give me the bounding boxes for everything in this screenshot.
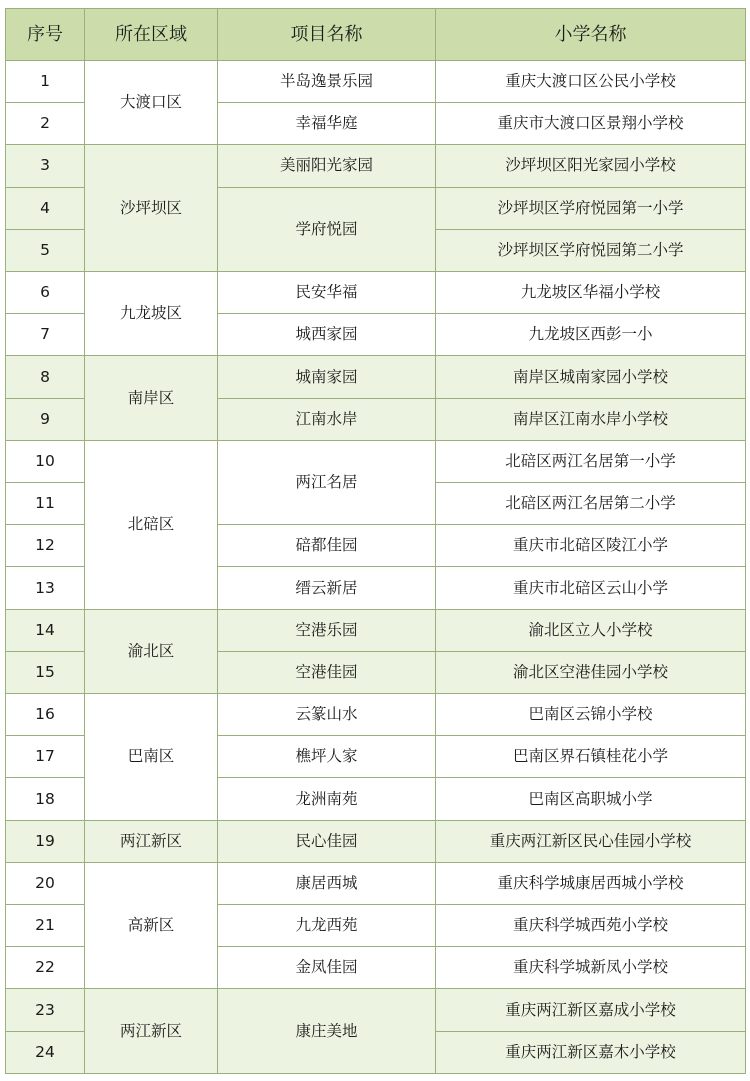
table-row: [6, 609, 746, 651]
table-row: [6, 272, 746, 314]
cell-project: 城西家园: [218, 314, 436, 356]
cell-project: 民心佳园: [218, 820, 436, 862]
cell-school: 重庆科学城西苑小学校: [436, 905, 746, 947]
cell-index: 21: [6, 905, 85, 947]
cell-index: 18: [6, 778, 85, 820]
cell-project: 幸福华庭: [218, 103, 436, 145]
cell-school: 渝北区立人小学校: [436, 609, 746, 651]
cell-project: 空港佳园: [218, 651, 436, 693]
cell-school: 重庆大渡口区公民小学校: [436, 61, 746, 103]
cell-index: 4: [6, 187, 85, 229]
cell-index: 7: [6, 314, 85, 356]
cell-school: 巴南区高职城小学: [436, 778, 746, 820]
cell-district: 北碚区: [85, 440, 218, 609]
cell-project: 两江名居: [218, 440, 436, 524]
cell-project: 康庄美地: [218, 989, 436, 1074]
cell-district: 九龙坡区: [85, 272, 218, 356]
cell-school: 重庆市大渡口区景翔小学校: [436, 103, 746, 145]
cell-index: 5: [6, 229, 85, 271]
cell-school: 九龙坡区西彭一小: [436, 314, 746, 356]
cell-index: 1: [6, 61, 85, 103]
cell-index: 15: [6, 651, 85, 693]
cell-school: 沙坪坝区学府悦园第一小学: [436, 187, 746, 229]
cell-district: 高新区: [85, 862, 218, 989]
cell-school: 重庆两江新区嘉成小学校: [436, 989, 746, 1031]
header-district: 所在区域: [85, 9, 218, 61]
cell-project: 半岛逸景乐园: [218, 61, 436, 103]
cell-project: 碚都佳园: [218, 525, 436, 567]
cell-project: 美丽阳光家园: [218, 145, 436, 187]
cell-district: 南岸区: [85, 356, 218, 440]
cell-project: 城南家园: [218, 356, 436, 398]
cell-project: 樵坪人家: [218, 736, 436, 778]
header-index: 序号: [6, 9, 85, 61]
cell-index: 22: [6, 947, 85, 989]
cell-school: 南岸区城南家园小学校: [436, 356, 746, 398]
cell-project: 缙云新居: [218, 567, 436, 609]
cell-project: 康居西城: [218, 862, 436, 904]
table-row: [6, 862, 746, 904]
school-allocation-table: [5, 8, 746, 1074]
cell-project: 空港乐园: [218, 609, 436, 651]
table-row: [6, 356, 746, 398]
cell-project: 民安华福: [218, 272, 436, 314]
cell-school: 北碚区两江名居第一小学: [436, 440, 746, 482]
table-row: [6, 820, 746, 862]
cell-district: 两江新区: [85, 989, 218, 1074]
cell-school: 重庆市北碚区陵江小学: [436, 525, 746, 567]
table-row: [6, 440, 746, 482]
cell-index: 11: [6, 483, 85, 525]
cell-school: 重庆市北碚区云山小学: [436, 567, 746, 609]
cell-school: 九龙坡区华福小学校: [436, 272, 746, 314]
cell-district: 沙坪坝区: [85, 145, 218, 272]
cell-index: 14: [6, 609, 85, 651]
cell-index: 6: [6, 272, 85, 314]
cell-index: 24: [6, 1031, 85, 1073]
cell-index: 16: [6, 694, 85, 736]
cell-index: 19: [6, 820, 85, 862]
cell-index: 2: [6, 103, 85, 145]
cell-school: 南岸区江南水岸小学校: [436, 398, 746, 440]
cell-index: 12: [6, 525, 85, 567]
cell-school: 重庆两江新区民心佳园小学校: [436, 820, 746, 862]
table-row: [6, 61, 746, 103]
header-project: 项目名称: [218, 9, 436, 61]
cell-project: 江南水岸: [218, 398, 436, 440]
table-row: [6, 989, 746, 1031]
cell-school: 沙坪坝区阳光家园小学校: [436, 145, 746, 187]
header-row: [6, 9, 746, 61]
cell-district: 渝北区: [85, 609, 218, 693]
cell-index: 17: [6, 736, 85, 778]
cell-school: 重庆科学城新凤小学校: [436, 947, 746, 989]
cell-index: 3: [6, 145, 85, 187]
cell-index: 20: [6, 862, 85, 904]
cell-district: 巴南区: [85, 694, 218, 821]
cell-school: 北碚区两江名居第二小学: [436, 483, 746, 525]
cell-district: 大渡口区: [85, 61, 218, 145]
cell-project: 金凤佳园: [218, 947, 436, 989]
cell-index: 10: [6, 440, 85, 482]
cell-index: 8: [6, 356, 85, 398]
cell-school: 巴南区云锦小学校: [436, 694, 746, 736]
table-row: [6, 145, 746, 187]
header-school: 小学名称: [436, 9, 746, 61]
cell-school: 重庆两江新区嘉木小学校: [436, 1031, 746, 1073]
table-body: [6, 61, 746, 1074]
cell-district: 两江新区: [85, 820, 218, 862]
cell-project: 九龙西苑: [218, 905, 436, 947]
cell-index: 23: [6, 989, 85, 1031]
table-row: [6, 694, 746, 736]
cell-index: 9: [6, 398, 85, 440]
cell-school: 巴南区界石镇桂花小学: [436, 736, 746, 778]
cell-school: 渝北区空港佳园小学校: [436, 651, 746, 693]
cell-school: 沙坪坝区学府悦园第二小学: [436, 229, 746, 271]
cell-project: 龙洲南苑: [218, 778, 436, 820]
cell-project: 云篆山水: [218, 694, 436, 736]
cell-project: 学府悦园: [218, 187, 436, 271]
cell-school: 重庆科学城康居西城小学校: [436, 862, 746, 904]
cell-index: 13: [6, 567, 85, 609]
